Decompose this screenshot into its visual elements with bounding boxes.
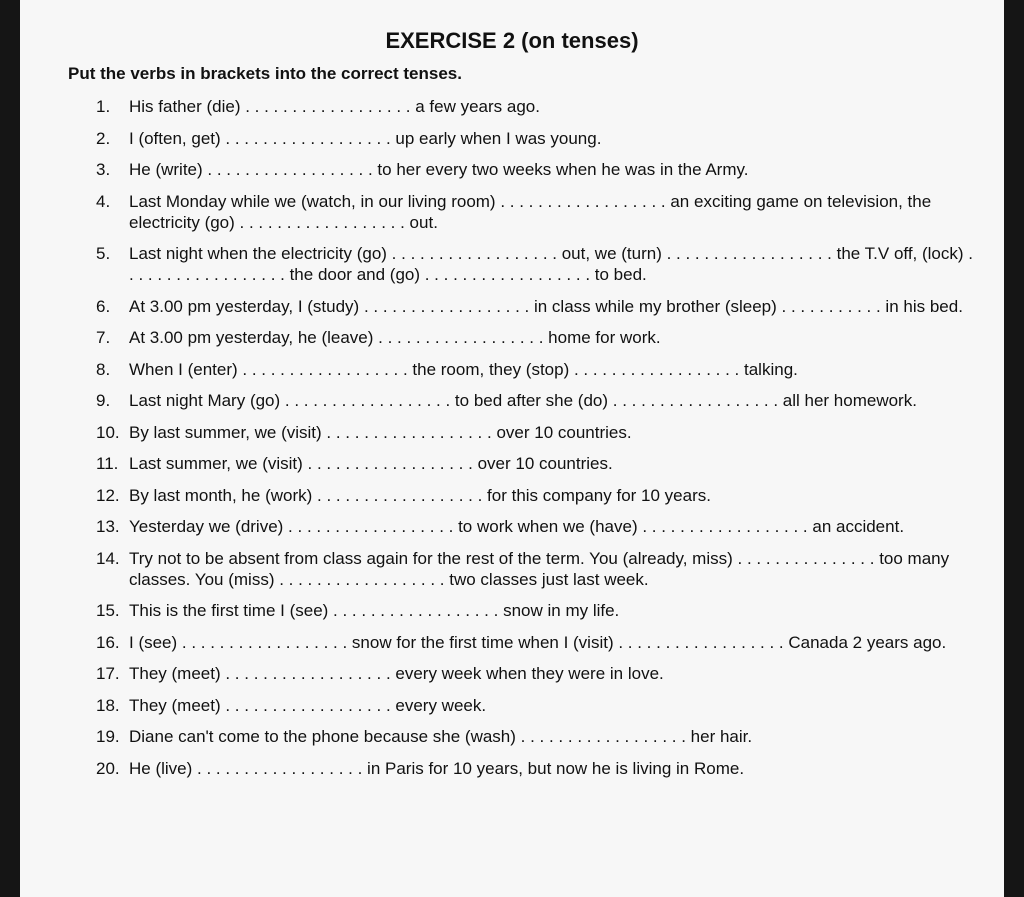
exercise-number: 8. <box>96 359 111 379</box>
exercise-item <box>96 726 976 747</box>
exercise-list <box>96 96 976 789</box>
exercise-number: 14. <box>96 548 120 568</box>
exercise-text: By last month, he (work) . . . . . . . . . . . . . . . . . . for this company for 10 years. <box>129 485 711 505</box>
exercise-number: 12. <box>96 485 120 505</box>
instruction-text: Put the verbs in brackets into the correct tenses. <box>68 64 462 83</box>
exercise-item <box>96 243 976 285</box>
exercise-number: 6. <box>96 296 111 316</box>
exercise-text: Last summer, we (visit) . . . . . . . . . . . . . . . . . . over 10 countries. <box>129 454 613 473</box>
exercise-number: 19. <box>96 727 120 746</box>
exercise-number: 4. <box>96 191 111 211</box>
exercise-text: He (live) . . . . . . . . . . . . . . . . . . in Paris for 10 years, but now he is living in Rome. <box>129 758 745 778</box>
exercise-item <box>96 159 976 180</box>
exercise-number: 7. <box>96 328 111 347</box>
exercise-item <box>96 128 976 149</box>
exercise-number: 20. <box>96 758 120 778</box>
exercise-number: 5. <box>96 244 111 263</box>
exercise-item <box>96 663 976 684</box>
exercise-text: I (see) . . . . . . . . . . . . . . . . . . snow for the first time when I (visit) . . . . . . . . . . . . . . . . . . Canada 2 years ago. <box>129 632 947 652</box>
exercise-number: 16. <box>96 632 120 652</box>
exercise-item <box>96 390 976 411</box>
exercise-number: 13. <box>96 517 120 536</box>
exercise-item <box>96 96 976 117</box>
exercise-text: At 3.00 pm yesterday, I (study) . . . . . . . . . . . . . . . . . . in class while my brother (sleep) . . . . . . . . . . . in his bed. <box>129 296 963 316</box>
exercise-item <box>96 516 976 537</box>
exercise-number: 9. <box>96 391 111 410</box>
exercise-text: They (meet) . . . . . . . . . . . . . . . . . . every week when they were in love. <box>129 664 664 683</box>
exercise-text: Yesterday we (drive) . . . . . . . . . . . . . . . . . . to work when we (have) . . . . . . . . . . . . . . . . . . an accident. <box>129 517 905 536</box>
exercise-text: Last Monday while we (watch, in our living room) . . . . . . . . . . . . . . . . . . an exciting game on television, the electricity (go) . . . . . . . . . . . . . . . . . . out. <box>129 191 932 232</box>
exercise-text: Last night when the electricity (go) . . . . . . . . . . . . . . . . . . out, we (turn) . . . . . . . . . . . . . . . . . . the T.V off, (lock) . . . . . . . . . . . . . . . . . . the door and (go) . . . . . . . . . . . . . . . . . . to bed. <box>129 244 973 284</box>
worksheet-page <box>20 0 1004 897</box>
exercise-number: 2. <box>96 128 111 148</box>
exercise-number: 18. <box>96 695 120 715</box>
exercise-item <box>96 296 976 317</box>
exercise-number: 17. <box>96 664 120 683</box>
exercise-number: 1. <box>96 97 111 116</box>
exercise-number: 11. <box>96 454 119 473</box>
exercise-item <box>96 632 976 653</box>
exercise-item <box>96 422 976 443</box>
exercise-item <box>96 695 976 716</box>
page-title: EXERCISE 2 (on tenses) <box>385 28 639 53</box>
exercise-item <box>96 453 976 474</box>
exercise-text: Last night Mary (go) . . . . . . . . . . . . . . . . . . to bed after she (do) . . . . . . . . . . . . . . . . . . all her homework. <box>129 391 917 410</box>
exercise-text: His father (die) . . . . . . . . . . . . . . . . . . a few years ago. <box>129 97 540 116</box>
exercise-item <box>96 359 976 380</box>
exercise-item <box>96 548 976 590</box>
exercise-item <box>96 191 976 233</box>
exercise-item <box>96 758 976 779</box>
exercise-item <box>96 600 976 621</box>
exercise-text: When I (enter) . . . . . . . . . . . . . . . . . . the room, they (stop) . . . . . . . . . . . . . . . . . . talking. <box>129 359 798 379</box>
exercise-item <box>96 327 976 348</box>
exercise-text: This is the first time I (see) . . . . . . . . . . . . . . . . . . snow in my life. <box>129 601 620 620</box>
exercise-number: 15. <box>96 601 120 620</box>
exercise-text: They (meet) . . . . . . . . . . . . . . . . . . every week. <box>129 695 487 715</box>
exercise-text: I (often, get) . . . . . . . . . . . . . . . . . . up early when I was young. <box>129 128 602 148</box>
exercise-number: 3. <box>96 160 111 179</box>
exercise-text: At 3.00 pm yesterday, he (leave) . . . . . . . . . . . . . . . . . . home for work. <box>129 328 661 347</box>
exercise-text: By last summer, we (visit) . . . . . . . . . . . . . . . . . . over 10 countries. <box>129 422 632 442</box>
exercise-text: He (write) . . . . . . . . . . . . . . . . . . to her every two weeks when he was in the Army. <box>129 160 749 179</box>
exercise-item <box>96 485 976 506</box>
exercise-number: 10. <box>96 422 120 442</box>
exercise-text: Try not to be absent from class again for the rest of the term. You (already, miss) . . . . . . . . . . . . . . . too many classes. You (miss) . . . . . . . . . . . . . . . . . . two classes just last week. <box>129 548 950 589</box>
exercise-text: Diane can't come to the phone because she (wash) . . . . . . . . . . . . . . . . . . her hair. <box>129 727 753 746</box>
